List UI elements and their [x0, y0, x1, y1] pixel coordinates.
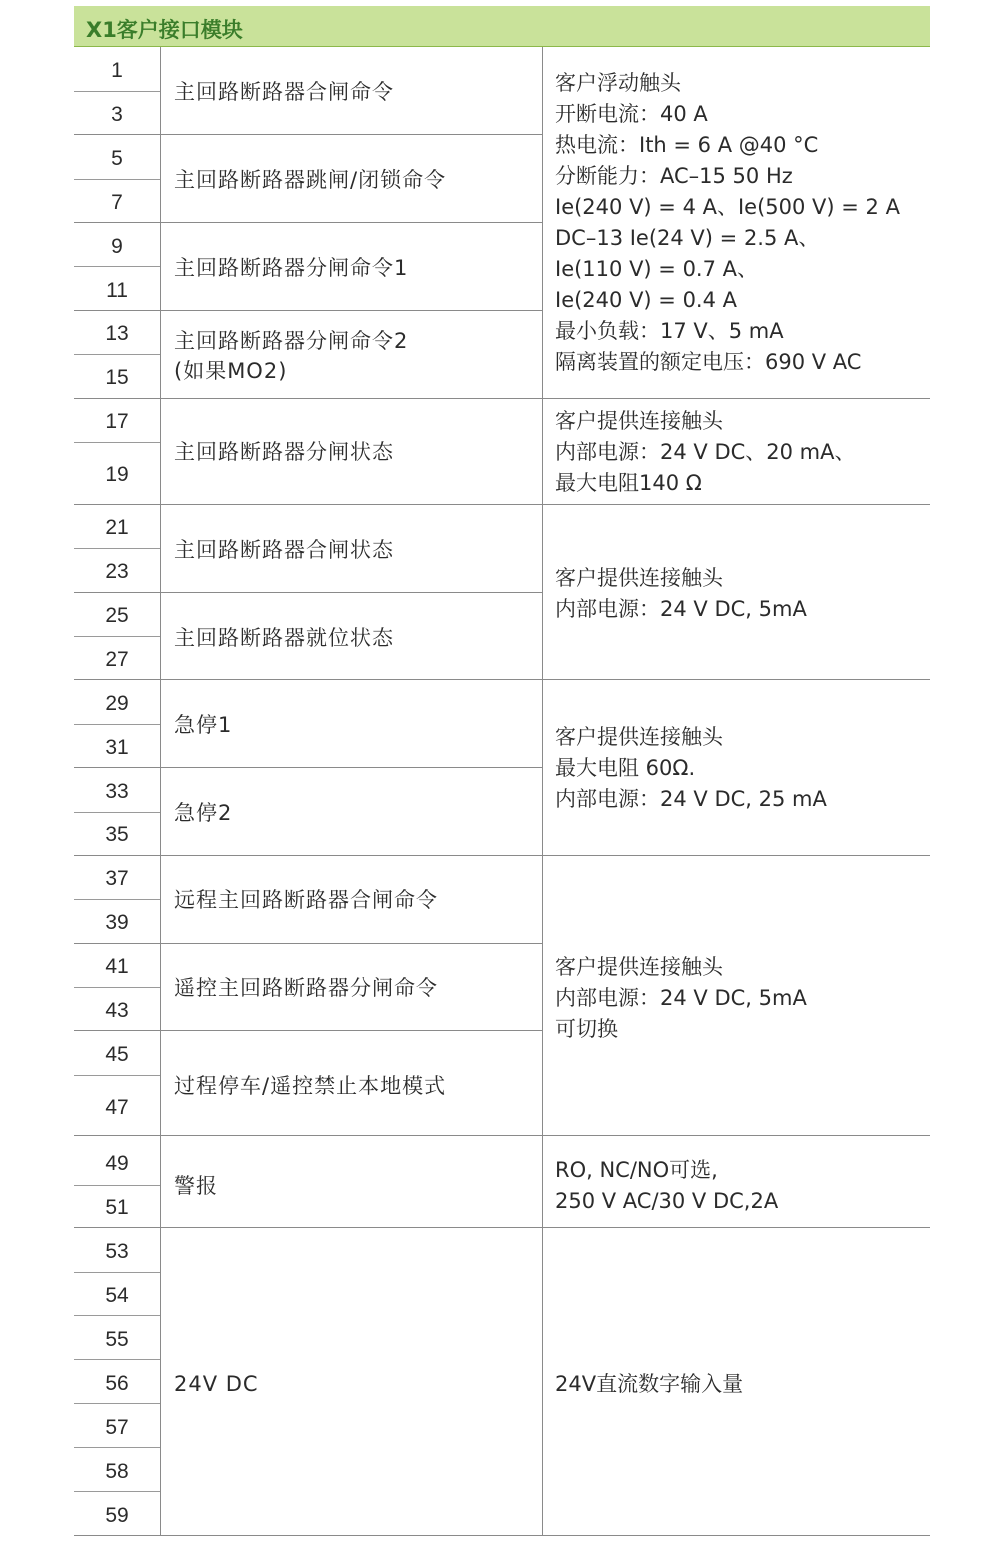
function-cell: 过程停车/遥控禁止本地模式	[174, 1074, 447, 1098]
row-divider	[74, 442, 160, 443]
function-cell: 24V DC	[174, 1372, 259, 1396]
terminal-number: 45	[105, 1043, 129, 1066]
row-divider	[74, 899, 160, 900]
spec-cell: 客户提供连接触头 最大电阻 60Ω. 内部电源：24 V DC, 25 mA	[555, 725, 827, 811]
spec-cell: 客户浮动触头 开断电流：40 A 热电流：Ith = 6 A @40 °C 分断能力：AC–15 50 Hz Ie(240 V) = 4 A、Ie(500 V) = 2 A DC–13 Ie(24 V) = 2.5 A、 Ie(110 V) = 0.7 A、 Ie(240 V) = 0.4 A 最小负载：17 V、5 mA 隔离装置的额定电压：690 V AC	[555, 71, 900, 374]
terminal-number: 56	[105, 1372, 129, 1395]
terminal-number: 58	[105, 1460, 129, 1483]
table-header-bar	[74, 6, 930, 47]
terminal-number: 23	[105, 560, 129, 583]
terminal-number: 15	[105, 366, 129, 389]
terminal-number: 17	[105, 410, 129, 433]
terminal-number: 7	[111, 191, 123, 214]
section-divider	[74, 398, 930, 399]
row-divider	[74, 1185, 160, 1186]
terminal-table	[74, 47, 930, 1537]
row-divider	[74, 1491, 160, 1492]
function-cell: 遥控主回路断路器分闸命令	[174, 976, 438, 1000]
terminal-number: 1	[111, 59, 123, 82]
terminal-number: 39	[105, 911, 129, 934]
terminal-number: 49	[105, 1152, 129, 1175]
group-divider	[74, 222, 542, 223]
group-divider	[74, 943, 542, 944]
row-divider	[74, 1403, 160, 1404]
terminal-number: 19	[105, 463, 129, 486]
terminal-number: 35	[105, 823, 129, 846]
group-divider	[74, 1030, 542, 1031]
function-cell: 急停2	[174, 801, 233, 825]
row-divider	[74, 266, 160, 267]
terminal-number: 59	[105, 1504, 129, 1527]
module-title: X1客户接口模块	[86, 18, 243, 42]
function-cell: 警报	[174, 1174, 218, 1198]
section-divider	[74, 1227, 930, 1228]
column-divider-terminal	[160, 47, 161, 1536]
section-divider	[74, 504, 930, 505]
terminal-number: 37	[105, 867, 129, 890]
function-cell: 主回路断路器分闸状态	[174, 440, 394, 464]
spec-cell: 客户提供连接触头 内部电源：24 V DC、20 mA、 最大电阻140 Ω	[555, 409, 856, 495]
group-divider	[74, 134, 542, 135]
row-divider	[74, 987, 160, 988]
section-divider	[74, 1135, 930, 1136]
terminal-number: 13	[105, 322, 129, 345]
group-divider	[74, 592, 542, 593]
terminal-number: 53	[105, 1240, 129, 1263]
function-cell: 主回路断路器就位状态	[174, 626, 394, 650]
function-cell: 主回路断路器分闸命令2 (如果MO2)	[174, 329, 409, 383]
function-cell: 急停1	[174, 713, 233, 737]
terminal-number: 25	[105, 604, 129, 627]
row-divider	[74, 179, 160, 180]
group-divider	[74, 310, 542, 311]
section-divider	[74, 679, 930, 680]
terminal-number: 29	[105, 692, 129, 715]
row-divider	[74, 1272, 160, 1273]
terminal-number: 41	[105, 955, 129, 978]
terminal-number: 21	[105, 516, 129, 539]
row-divider	[74, 1315, 160, 1316]
terminal-number: 31	[105, 736, 129, 759]
terminal-number: 9	[111, 235, 123, 258]
row-divider	[74, 91, 160, 92]
terminal-number: 51	[105, 1196, 129, 1219]
terminal-number: 47	[105, 1096, 129, 1119]
section-divider	[74, 855, 930, 856]
terminal-number: 43	[105, 999, 129, 1022]
function-cell: 主回路断路器分闸命令1	[174, 256, 409, 280]
terminal-number: 5	[111, 147, 123, 170]
table-bottom-border	[74, 1535, 930, 1536]
row-divider	[74, 724, 160, 725]
spec-cell: 客户提供连接触头 内部电源：24 V DC, 5mA 可切换	[555, 955, 807, 1041]
row-divider	[74, 812, 160, 813]
function-cell: 主回路断路器跳闸/闭锁命令	[174, 168, 447, 192]
group-divider	[74, 767, 542, 768]
terminal-number: 33	[105, 780, 129, 803]
terminal-number: 3	[111, 103, 123, 126]
row-divider	[74, 548, 160, 549]
function-cell: 主回路断路器合闸状态	[174, 538, 394, 562]
row-divider	[74, 1359, 160, 1360]
spec-cell: 24V直流数字输入量	[555, 1372, 744, 1396]
function-cell: 远程主回路断路器合闸命令	[174, 888, 438, 912]
terminal-number: 11	[106, 279, 128, 302]
spec-cell: RO, NC/NO可选, 250 V AC/30 V DC,2A	[555, 1158, 779, 1213]
terminal-number: 55	[105, 1328, 129, 1351]
function-cell: 主回路断路器合闸命令	[174, 80, 394, 104]
row-divider	[74, 354, 160, 355]
row-divider	[74, 636, 160, 637]
row-divider	[74, 1075, 160, 1076]
terminal-number: 27	[105, 648, 129, 671]
row-divider	[74, 1447, 160, 1448]
terminal-number: 57	[105, 1416, 129, 1439]
terminal-number: 54	[105, 1284, 129, 1307]
spec-cell: 客户提供连接触头 内部电源：24 V DC, 5mA	[555, 566, 807, 621]
